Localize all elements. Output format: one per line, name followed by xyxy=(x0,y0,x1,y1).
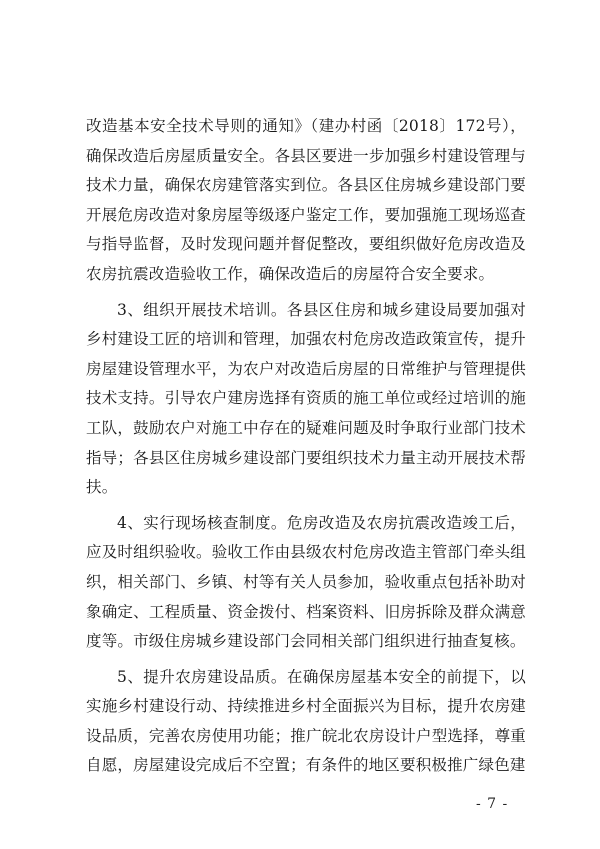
body-text xyxy=(86,112,526,787)
page-number: - 7 - xyxy=(476,796,509,812)
paragraph-4: 5、提升农房建设品质。在确保房屋基本安全的前提下，以实施乡村建设行动、持续推进乡村全面振兴为目标，提升农房建设品质，完善农房使用功能；推广皖北农房设计户型选择，尊重自愿，房屋建设完成后不空置；有条件的地区要积极推广绿色建 xyxy=(86,667,526,775)
paragraph-1: 改造基本安全技术导则的通知》（建办村函〔2018〕172号），确保改造后房屋质量安全。各县区要进一步加强乡村建设管理与技术力量，确保农房建管落实到位。各县区住房城乡建设部门要开展危房改造对象房屋等级逐户鉴定工作，要加强施工现场巡查与指导监督，及时发现问题并督促整改，要组织做好危房改造及农房抗震改造验收工作，确保改造后的房屋符合安全要求。 xyxy=(86,117,526,283)
paragraph-3: 4、实行现场核查制度。危房改造及农房抗震改造竣工后，应及时组织验收。验收工作由县级农村危房改造主管部门牵头组织，相关部门、乡镇、村等有关人员参加，验收重点包括补助对象确定、工程质量、资金拨付、档案资料、旧房拆除及群众满意度等。市级住房城乡建设部门会同相关部门组织进行抽查复核。 xyxy=(86,513,526,651)
paragraph-2: 3、组织开展技术培训。各县区住房和城乡建设局要加强对乡村建设工匠的培训和管理，加强农村危房改造政策宣传，提升房屋建设管理水平，为农户对改造后房屋的日常维护与管理提供技术支持。引导农户建房选择有资质的施工单位或经过培训的施工队，鼓励农户对施工中存在的疑难问题及时争取行业部门技术指导；各县区住房城乡建设部门要组织技术力量主动开展技术帮扶。 xyxy=(86,300,526,497)
